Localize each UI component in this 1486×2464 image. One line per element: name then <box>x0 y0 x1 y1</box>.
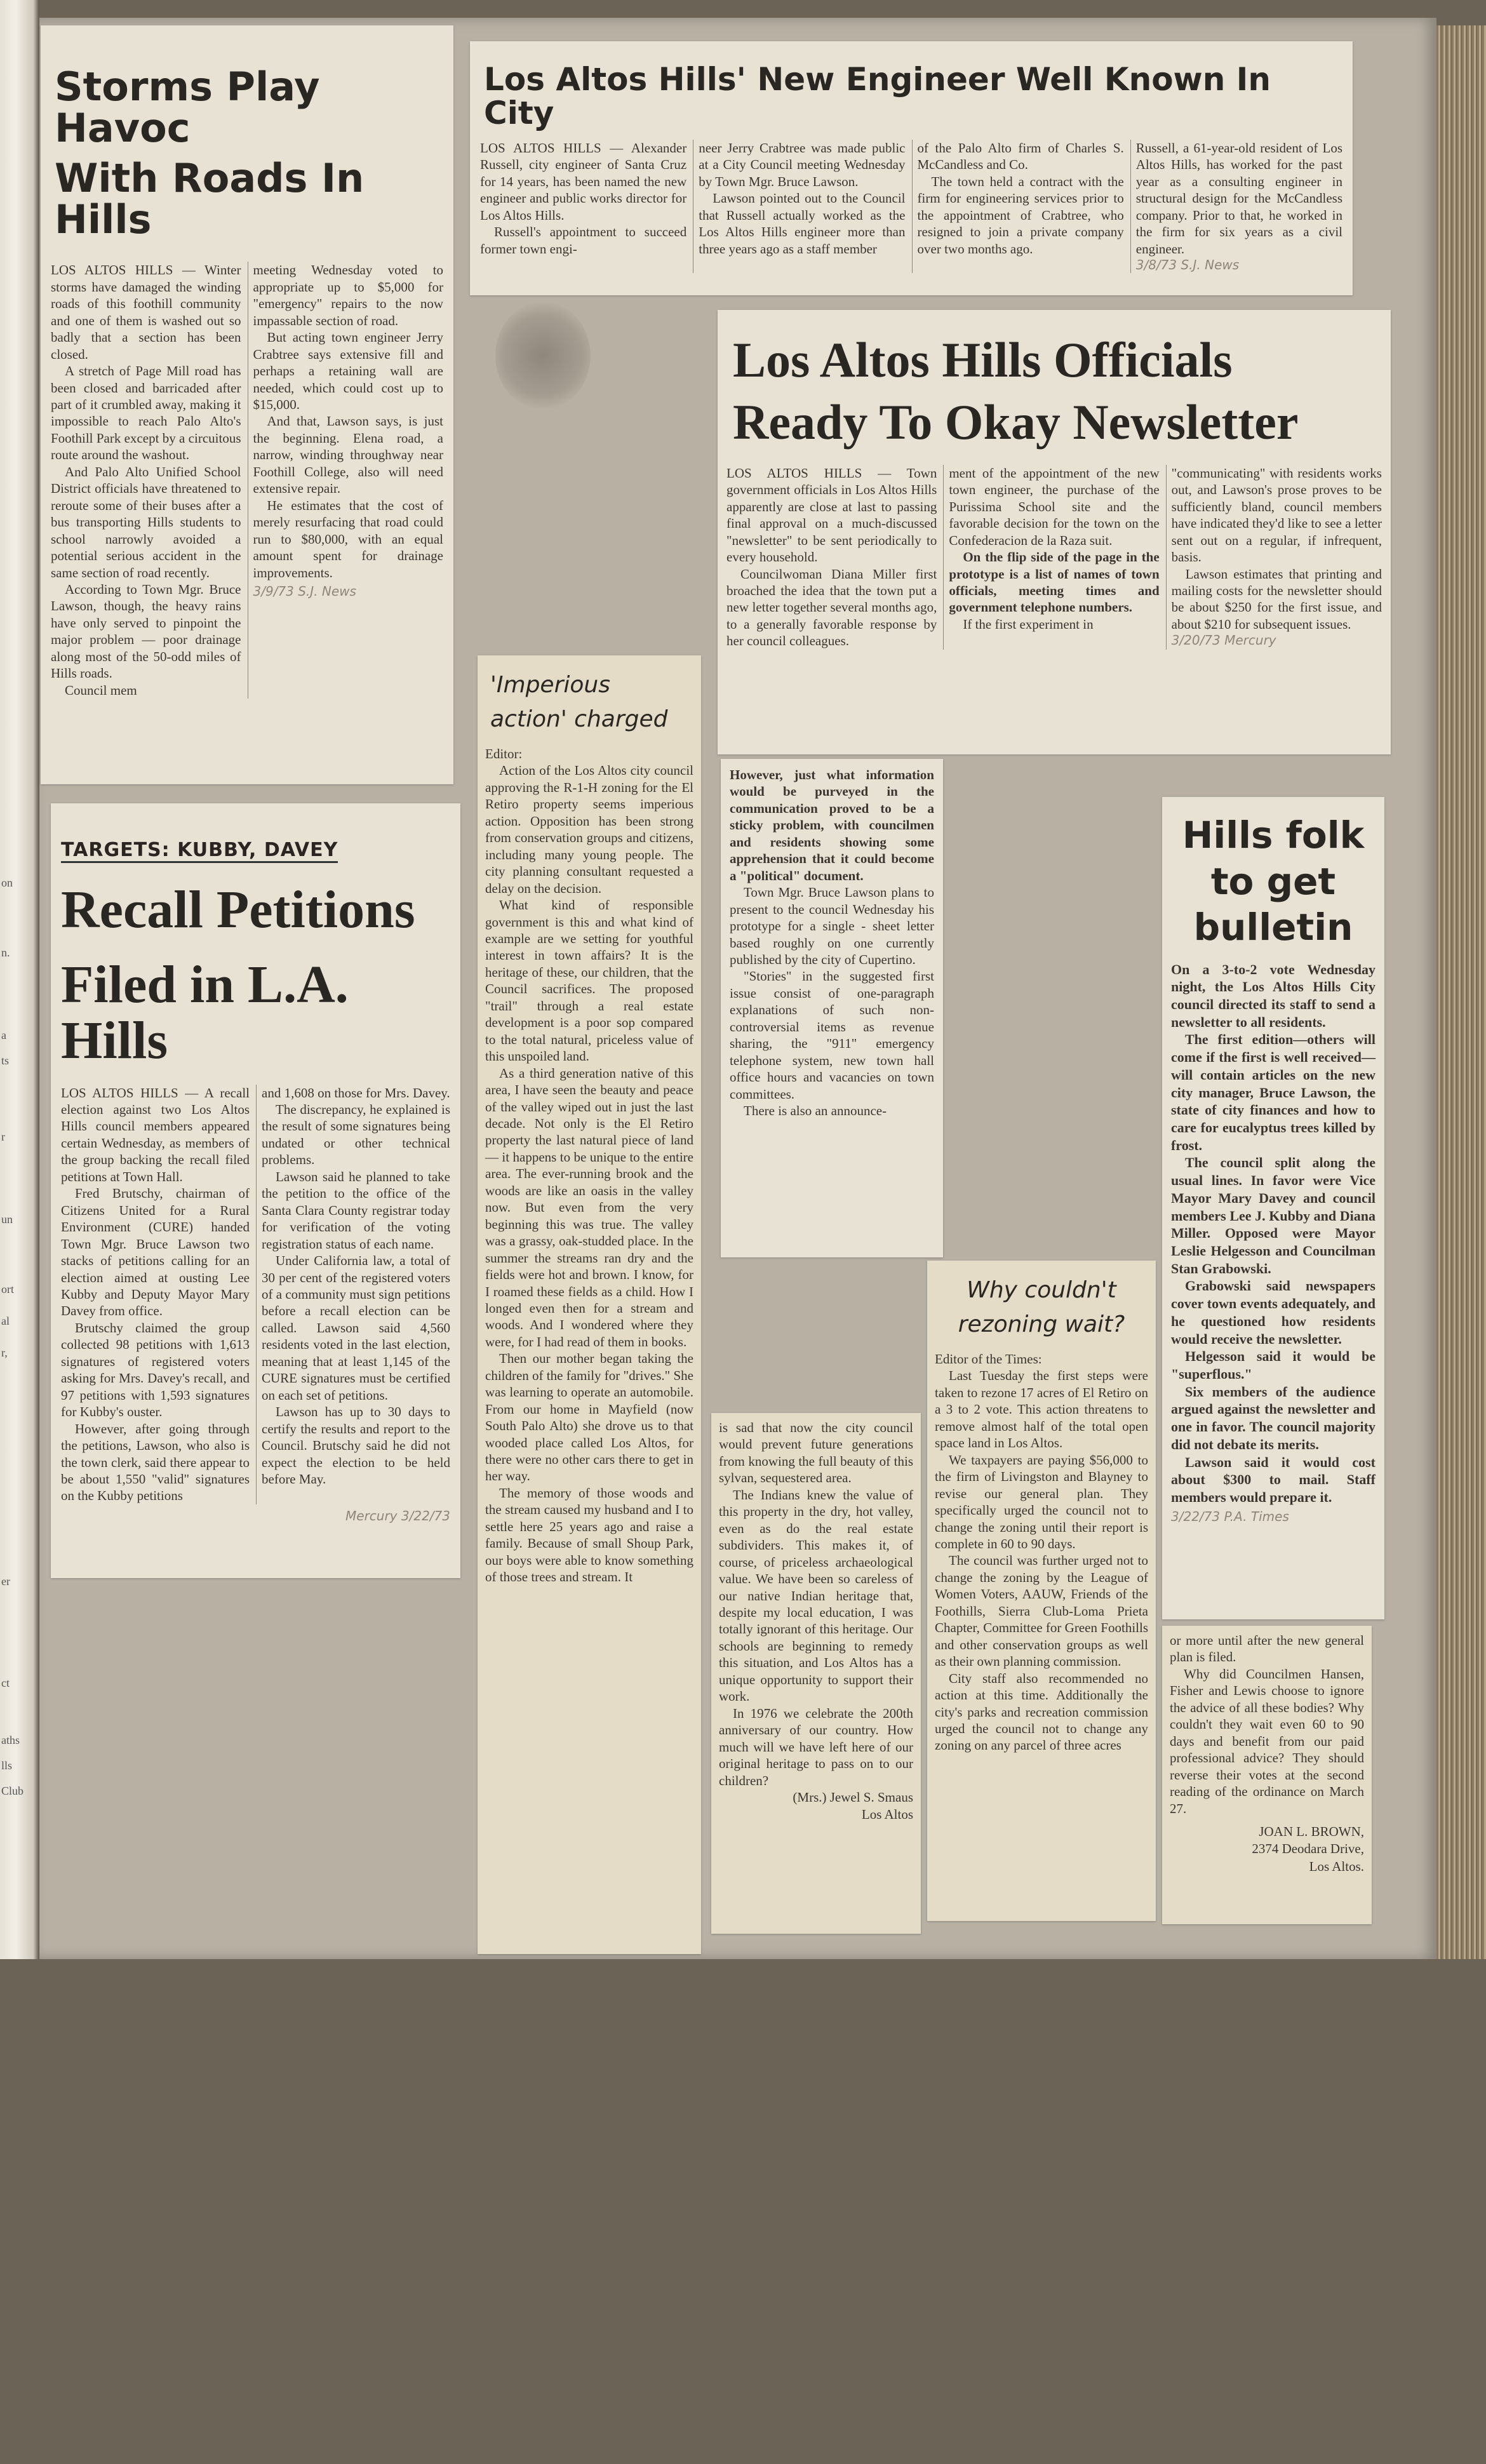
paragraph: The Indians knew the value of this property in the dry, hot valley, even as do the real estate subdividers. This makes it, of course, of priceless archaeological value. We have been so careless of our native Indian heritage that, despite my local education, I was totally ignorant of this heritage. Our schools are beginning to remedy this situation, and Los Altos has a unique opportunity to support their work. <box>719 1487 913 1704</box>
paragraph: or more until after the new general plan is filed. <box>1170 1633 1364 1665</box>
paragraph: What kind of responsible government is this and what kind of example are we setting for youthful interest in town affairs? It is the heritage of these, our children, that the Council sacrifices. The proposed "trail" through a real estate development is a poor sop compared to the total natural, priceless value of this unspoiled land. <box>485 897 693 1064</box>
clipping-imperious-letter <box>478 655 701 1954</box>
paragraph: and 1,608 on those for Mrs. Davey. <box>262 1085 450 1101</box>
previous-page-margin-text <box>0 876 25 2464</box>
paragraph: Helgesson said it would be "superflous." <box>1171 1348 1376 1383</box>
bulletin-date-stamp: 3/22/73 P.A. Times <box>1171 1508 1289 1524</box>
paragraph: We taxpayers are paying $56,000 to the firm of Livingston and Blayney to revise our general plan. They specifically urged the council not to change the zoning until their report is complete in 60 to 90 days. <box>935 1452 1148 1551</box>
clipping-recall-petitions <box>51 803 460 1578</box>
recall-kicker: TARGETS: KUBBY, DAVEY <box>61 839 338 863</box>
paragraph: Under California law, a total of 30 per cent of the registered voters of a community must sign petitions before a recall election can be called. Lawson said 4,560 residents voted in the last election, meaning that at least 1,145 of the CURE signatures must be certified on each set of petitions. <box>262 1253 450 1403</box>
paragraph: is sad that now the city council would prevent future generations from knowing the full beauty of this sylvan, sequestered area. <box>719 1420 913 1486</box>
storms-body <box>51 262 443 699</box>
paragraph: Town Mgr. Bruce Lawson plans to present to the council Wednesday his prototype for a single - sheet letter based roughly on one currently published by the city of Cupertino. <box>730 885 934 967</box>
paragraph: On a 3-to-2 vote Wednesday night, the Los Altos Hills City council directed its staff to send a newsletter to all residents. <box>1171 961 1376 1030</box>
paragraph: ment of the appointment of the new town engineer, the purchase of the Purissima School site and the favorable decision for the town on the Confederacion de la Raza suit. <box>949 465 1160 548</box>
paragraph: Grabowski said newspapers cover town events adequately, and he questioned how residents would receive the newsletter. <box>1171 1278 1376 1347</box>
recall-col2 <box>256 1085 450 1504</box>
paragraph: LOS ALTOS HILLS — A recall election against two Los Altos Hills council members appeared certain Wednesday, as members of the group backing the recall filed petitions at Town Hall. <box>61 1085 250 1184</box>
margin-fragment: al <box>1 1315 10 1327</box>
margin-fragment: Club <box>1 1784 24 1797</box>
paragraph: of the Palo Alto firm of Charles S. McCandless and Co. <box>917 140 1124 173</box>
clipping-officials-newsletter <box>718 310 1391 754</box>
margin-fragment: ts <box>1 1054 10 1067</box>
clipping-rezoning-letter <box>927 1261 1156 1921</box>
rezoning-title <box>940 1273 1143 1342</box>
paragraph: Lawson said it would cost about $300 to mail. Staff members would prepare it. <box>1171 1454 1376 1506</box>
bulletin-headline-line3: bulletin <box>1193 906 1353 949</box>
paragraph: But acting town engineer Jerry Crabtree says extensive fill and perhaps a retaining wall are needed, which could cost up to $15,000. <box>253 330 443 412</box>
margin-fragment: n. <box>1 946 10 959</box>
rezoning-title-line1: Why couldn't <box>967 1277 1116 1303</box>
paragraph: Fred Brutschy, chairman of Citizens United for a Rural Environment (CURE) handed Town Mgr. Bruce Lawson two stacks of petitions calling for an election aimed at ousting Lee Kubby and Deputy Mayor Mary Davey from office. <box>61 1186 250 1319</box>
paragraph-bold: However, just what information would be purveyed in the communication proved to be a sticky problem, with councilmen and residents showing some apprehension that it could become a "political" document. <box>730 767 934 883</box>
imperious-title-line1: 'Imperious <box>490 672 610 698</box>
signature-line: Los Altos <box>861 1807 913 1823</box>
clipping-officials-continued <box>721 759 943 1257</box>
paragraph: In 1976 we celebrate the 200th anniversary of our country. How much will we have left here of our original heritage to pass on to our children? <box>719 1705 913 1788</box>
paragraph: Lawson said he planned to take the petition to the office of the Santa Clara County registrar today for verification of the voting registration status of each name. <box>262 1168 450 1252</box>
bulletin-headline-line1: Hills folk <box>1182 814 1365 857</box>
imperious-body <box>485 746 693 1586</box>
paragraph: The discrepancy, he explained is the result of some signatures being undated or other technical problems. <box>262 1102 450 1168</box>
paragraph: Then our mother began taking the children of the family for "drives." She was learning to operate an automobile. From our home in Mayfield (now South Palo Alto) she drove us to that wooded place called Los Altos, for there were no other cars there to get in her way. <box>485 1351 693 1484</box>
clipping-rezoning-continued <box>1162 1626 1372 1924</box>
paragraph: "Stories" in the suggested first issue consist of one-paragraph explanations of such non-controversial items as revenue sharing, the "911" emergency telephone system, new town hall office hours and vacancies on town committees. <box>730 968 934 1102</box>
paragraph: As a third generation native of this area, I have seen the beauty and peace of the valley wiped out in just the last decade. Not only is the El Retiro property the last natural piece of land — it happens to be unique to the entire area. The ever-running brook and the woods are like an oasis in the valley now. But even from the very beginning this was true. The valley was a grassy, oak-studded place. In the summer the streams ran dry and the fields were hot and brown. I know, for I roamed these fields as a child. How I longed even then for a stream and woods. And I wondered where they were, for I had read of them in books. <box>485 1065 693 1349</box>
paragraph: However, after going through the petitions, Lawson, who also is the town clerk, said there appear to be about 1,550 "valid" signatures on the Kubby petitions <box>61 1421 250 1504</box>
margin-fragment: lls <box>1 1759 13 1772</box>
signature-line: Los Altos. <box>1309 1858 1364 1874</box>
rezoning-continued-body <box>1170 1632 1364 1875</box>
margin-fragment: er <box>1 1575 10 1588</box>
paragraph: The council split along the usual lines. In favor were Vice Mayor Mary Davey and council members Lee J. Kubby and Diana Miller. Opposed were Mayor Leslie Helgesson and Councilman Stan Grabowski. <box>1171 1155 1376 1276</box>
paragraph: Lawson has up to 30 days to certify the results and report to the Council. Brutschy said he did not expect the election to be held before May. <box>262 1404 450 1487</box>
paragraph: A stretch of Page Mill road has been closed and barricaded after part of it crumbled away, making it impossible to reach Palo Alto's Foothill Park except by a circuitous route around the washout. <box>51 363 241 463</box>
engineer-col3 <box>912 140 1124 273</box>
clipping-imperious-continued <box>711 1413 921 1934</box>
officials-headline <box>733 334 1382 448</box>
margin-fragment: ct <box>1 1677 10 1689</box>
engineer-date-stamp: 3/8/73 S.J. News <box>1135 257 1240 273</box>
engineer-headline: Los Altos Hills' New Engineer Well Known In City <box>484 61 1271 131</box>
paragraph: Last Tuesday the first steps were taken to rezone 17 acres of El Retiro on a 3 to 2 vote. This action threatens to remove almost half of the total open space land in Los Altos. <box>935 1368 1148 1451</box>
officials-headline-line1: Los Altos Hills Officials <box>733 332 1233 387</box>
officials-continued-col <box>730 767 934 1120</box>
storms-date-stamp: 3/9/73 S.J. News <box>253 583 356 599</box>
paragraph: Council mem <box>65 682 137 698</box>
paragraph: LOS ALTOS HILLS — Town government officials in Los Altos Hills apparently are close at last to passing final approval on a much-discussed "newsletter" to be sent periodically to every household. <box>726 465 937 565</box>
bulletin-body <box>1171 961 1376 1506</box>
engineer-body <box>480 140 1342 273</box>
paragraph: If the first experiment in <box>963 616 1094 632</box>
officials-date-stamp: 3/20/73 Mercury <box>1171 633 1276 648</box>
engineer-col4 <box>1130 140 1342 273</box>
officials-col3 <box>1166 465 1382 650</box>
paragraph: Why did Councilmen Hansen, Fisher and Lewis choose to ignore the advice of all these bodies? Why couldn't they wait even 60 to 90 days and benefit from our paid professional advice? They should reverse their votes at the second reading of the ordinance on March 27. <box>1170 1666 1364 1816</box>
imperious-signature <box>719 1789 913 1824</box>
margin-fragment: on <box>1 876 13 889</box>
rezoning-title-line2: rezoning wait? <box>958 1311 1125 1337</box>
bulletin-headline-line2: to get <box>1210 859 1336 903</box>
salutation: Editor: <box>485 746 523 761</box>
paragraph: Russell, a 61-year-old resident of Los Altos Hills, has worked for the past year as a consulting engineer in structural design for the McCandless company. Prior to that, he worked in the firm for six years as a civil engineer. <box>1135 140 1342 257</box>
recall-headline-line1: Recall Petitions <box>61 880 415 939</box>
engineer-col1 <box>480 140 686 273</box>
paragraph: According to Town Mgr. Bruce Lawson, though, the heavy rains have only served to pinpoint the major problem — poor drainage along most of the 50-odd miles of Hills roads. <box>51 581 241 681</box>
clipping-hills-folk-bulletin <box>1162 797 1384 1619</box>
recall-date-stamp: Mercury 3/22/73 <box>345 1508 450 1523</box>
paragraph: Russell's appointment to succeed former town engi- <box>480 224 687 257</box>
engineer-col2 <box>693 140 905 273</box>
paragraph: Action of the Los Altos city council approving the R-1-H zoning for the El Retiro property seems imperious action. Opposition has been strong from conservation groups and citizens, including many young people. The city planning consultant requested a delay on the decision. <box>485 763 693 896</box>
bulletin-headline <box>1171 812 1376 951</box>
paragraph: Lawson pointed out to the Council that Russell actually worked as the Los Altos Hills engineer more than three years ago as a staff member <box>699 191 906 257</box>
storms-col2 <box>248 262 444 699</box>
recall-headline <box>61 882 450 1069</box>
signature-line: JOAN L. BROWN, <box>1259 1823 1364 1839</box>
paragraph: And Palo Alto Unified School District officials have threatened to reroute some of their buses after a bus transporting Hills students to school narrowly avoided a potential serious accident in the same section of road recently. <box>51 464 241 580</box>
storms-headline-line2: With Roads In Hills <box>55 155 365 243</box>
paragraph: Lawson estimates that printing and mailing costs for the newsletter should be about $250 for the first issue, and about $210 for subsequent issues. <box>1171 566 1382 632</box>
paragraph: meeting Wednesday voted to appropriate up to $5,000 for "emergency" repairs to the now impassable section of road. <box>253 262 443 328</box>
rezoning-body <box>935 1351 1148 1754</box>
salutation: Editor of the Times: <box>935 1351 1042 1367</box>
margin-fragment: aths <box>1 1734 20 1746</box>
clipping-storms <box>41 25 453 784</box>
imperious-continued-body <box>719 1419 913 1824</box>
officials-body <box>726 465 1382 650</box>
paragraph: The first edition—others will come if the first is well received—will contain articles on the new city manager, Bruce Lawson, the state of city finances and how to care for eucalyptus trees killed by frost. <box>1171 1031 1376 1153</box>
paragraph: The memory of those woods and the stream caused my husband and I to settle here 25 years ago and raise a family. Because of small Shoup Park, our boys were able to know something of those trees and stream. It <box>485 1485 693 1585</box>
storms-col1 <box>51 262 241 699</box>
paragraph: LOS ALTOS HILLS — Winter storms have damaged the winding roads of this foothill community and one of them is washed out so badly that a section has been closed. <box>51 262 241 362</box>
margin-fragment: ort <box>1 1283 14 1296</box>
book-page-edges <box>1436 25 1486 1959</box>
margin-fragment: r <box>1 1130 5 1143</box>
paragraph: And that, Lawson says, is just the beginning. Elena road, a narrow, winding throughway near Foothill College, also will need extensive repair. <box>253 413 443 497</box>
recall-col1 <box>61 1085 250 1504</box>
paragraph: Brutschy claimed the group collected 98 petitions with 1,613 signatures of registered voters asking for Mrs. Davey's recall, and 97 petitions with 1,593 signatures for Kubby's ouster. <box>61 1320 250 1420</box>
recall-headline-line2: Filed in L.A. Hills <box>61 955 349 1071</box>
paragraph: The town held a contract with the firm for engineering services prior to the appointment of Crabtree, who resigned to join a private company over two months ago. <box>917 173 1124 257</box>
paragraph: Councilwoman Diana Miller first broached the idea that the town put a new letter together several months ago, to a generally favorable response by her council colleagues. <box>726 566 937 649</box>
paragraph: He estimates that the cost of merely resurfacing that road could run to $80,000, with an equal amount spent for drainage improvements. <box>253 497 443 580</box>
water-stain <box>495 302 591 410</box>
paragraph: City staff also recommended no action at this time. Additionally the city's parks and recreation commission urged the council not to change any zoning on any parcel of three acres <box>935 1670 1148 1753</box>
paragraph: neer Jerry Crabtree was made public at a City Council meeting Wednesday by Town Mgr. Bruce Lawson. <box>699 140 906 189</box>
paragraph: Six members of the audience argued against the newsletter and one in favor. The council majority did not debate its merits. <box>1171 1383 1376 1452</box>
paragraph: There is also an announce- <box>744 1103 887 1119</box>
margin-fragment: r, <box>1 1346 8 1359</box>
paragraph-bold: On the flip side of the page in the prototype is a list of names of town officials, meeting times and government telephone numbers. <box>949 549 1160 615</box>
storms-headline-line1: Storms Play Havoc <box>55 64 320 152</box>
paragraph: The council was further urged not to change the zoning by the League of Women Voters, AAUW, Friends of the Foothills, Sierra Club-Loma Prieta Chapter, Committee for Green Foothills and other conservation groups as well as their own planning commission. <box>935 1553 1148 1670</box>
officials-col2 <box>943 465 1159 650</box>
margin-fragment: un <box>1 1213 13 1226</box>
recall-body <box>61 1085 450 1504</box>
imperious-title <box>490 668 688 737</box>
imperious-title-line2: action' charged <box>490 706 668 732</box>
margin-fragment: a <box>1 1029 6 1041</box>
rezoning-signature <box>1170 1823 1364 1875</box>
signature-line: (Mrs.) Jewel S. Smaus <box>793 1789 913 1805</box>
signature-line: 2374 Deodara Drive, <box>1252 1841 1364 1857</box>
paragraph: LOS ALTOS HILLS — Alexander Russell, city engineer of Santa Cruz for 14 years, has been named the new engineer and public works director for Los Altos Hills. <box>480 140 687 223</box>
paragraph: "communicating" with residents works out, and Lawson's prose proves to be sufficiently bland, council members have indicated they'd like to see a letter sent out on a regular, if infrequent, basis. <box>1171 465 1382 565</box>
clipping-engineer <box>470 41 1353 295</box>
officials-col1 <box>726 465 937 650</box>
officials-headline-line2: Ready To Okay Newsletter <box>733 394 1299 450</box>
storms-headline <box>55 64 443 243</box>
